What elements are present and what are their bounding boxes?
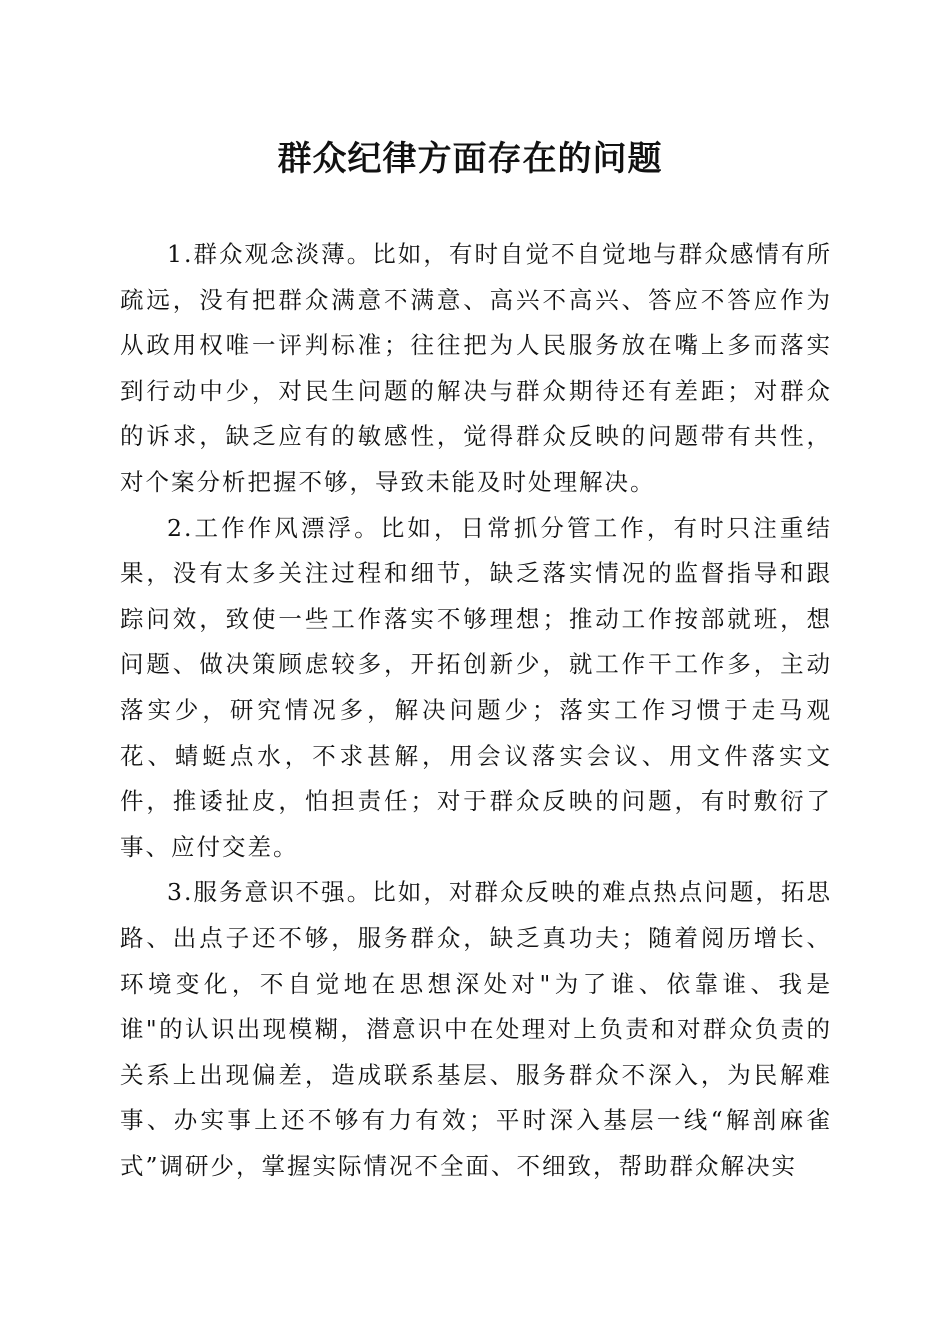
paragraph-3: 3.服务意识不强。比如，对群众反映的难点热点问题，拓思路、出点子还不够，服务群众，缺乏真功夫；随着阅历增长、环境变化，不自觉地在思想深处对"为了谁、依靠谁、我是谁"的认识出现模糊，潜意识中在处理对上负责和对群众负责的关系上出现偏差，造成联系基层、服务群众不深入，为民解难事、办实事上还不够有力有效；平时深入基层一线“解剖麻雀式”调研少，掌握实际情况不全面、不细致，帮助群众解决实	[120, 878, 832, 1180]
paragraph-2: 2.工作作风漂浮。比如，日常抓分管工作，有时只注重结果，没有太多关注过程和细节，缺乏落实情况的监督指导和跟踪问效，致使一些工作落实不够理想；推动工作按部就班，想问题、做决策顾虑较多，开拓创新少，就工作干工作多，主动落实少，研究情况多，解决问题少；落实工作习惯于走马观花、蜻蜓点水，不求甚解，用会议落实会议、用文件落实文件，推诿扯皮，怕担责任；对于群众反映的问题，有时敷衍了事、应付交差。	[120, 513, 832, 861]
document-title: 群众纪律方面存在的问题	[277, 139, 663, 179]
paragraph-1: 1.群众观念淡薄。比如，有时自觉不自觉地与群众感情有所疏远，没有把群众满意不满意、高兴不高兴、答应不答应作为从政用权唯一评判标准；往往把为人民服务放在嘴上多而落实到行动中少，对民生问题的解决与群众期待还有差距；对群众的诉求，缺乏应有的敏感性，觉得群众反映的问题带有共性，对个案分析把握不够，导致未能及时处理解决。	[120, 240, 832, 496]
document-body	[120, 232, 832, 1189]
